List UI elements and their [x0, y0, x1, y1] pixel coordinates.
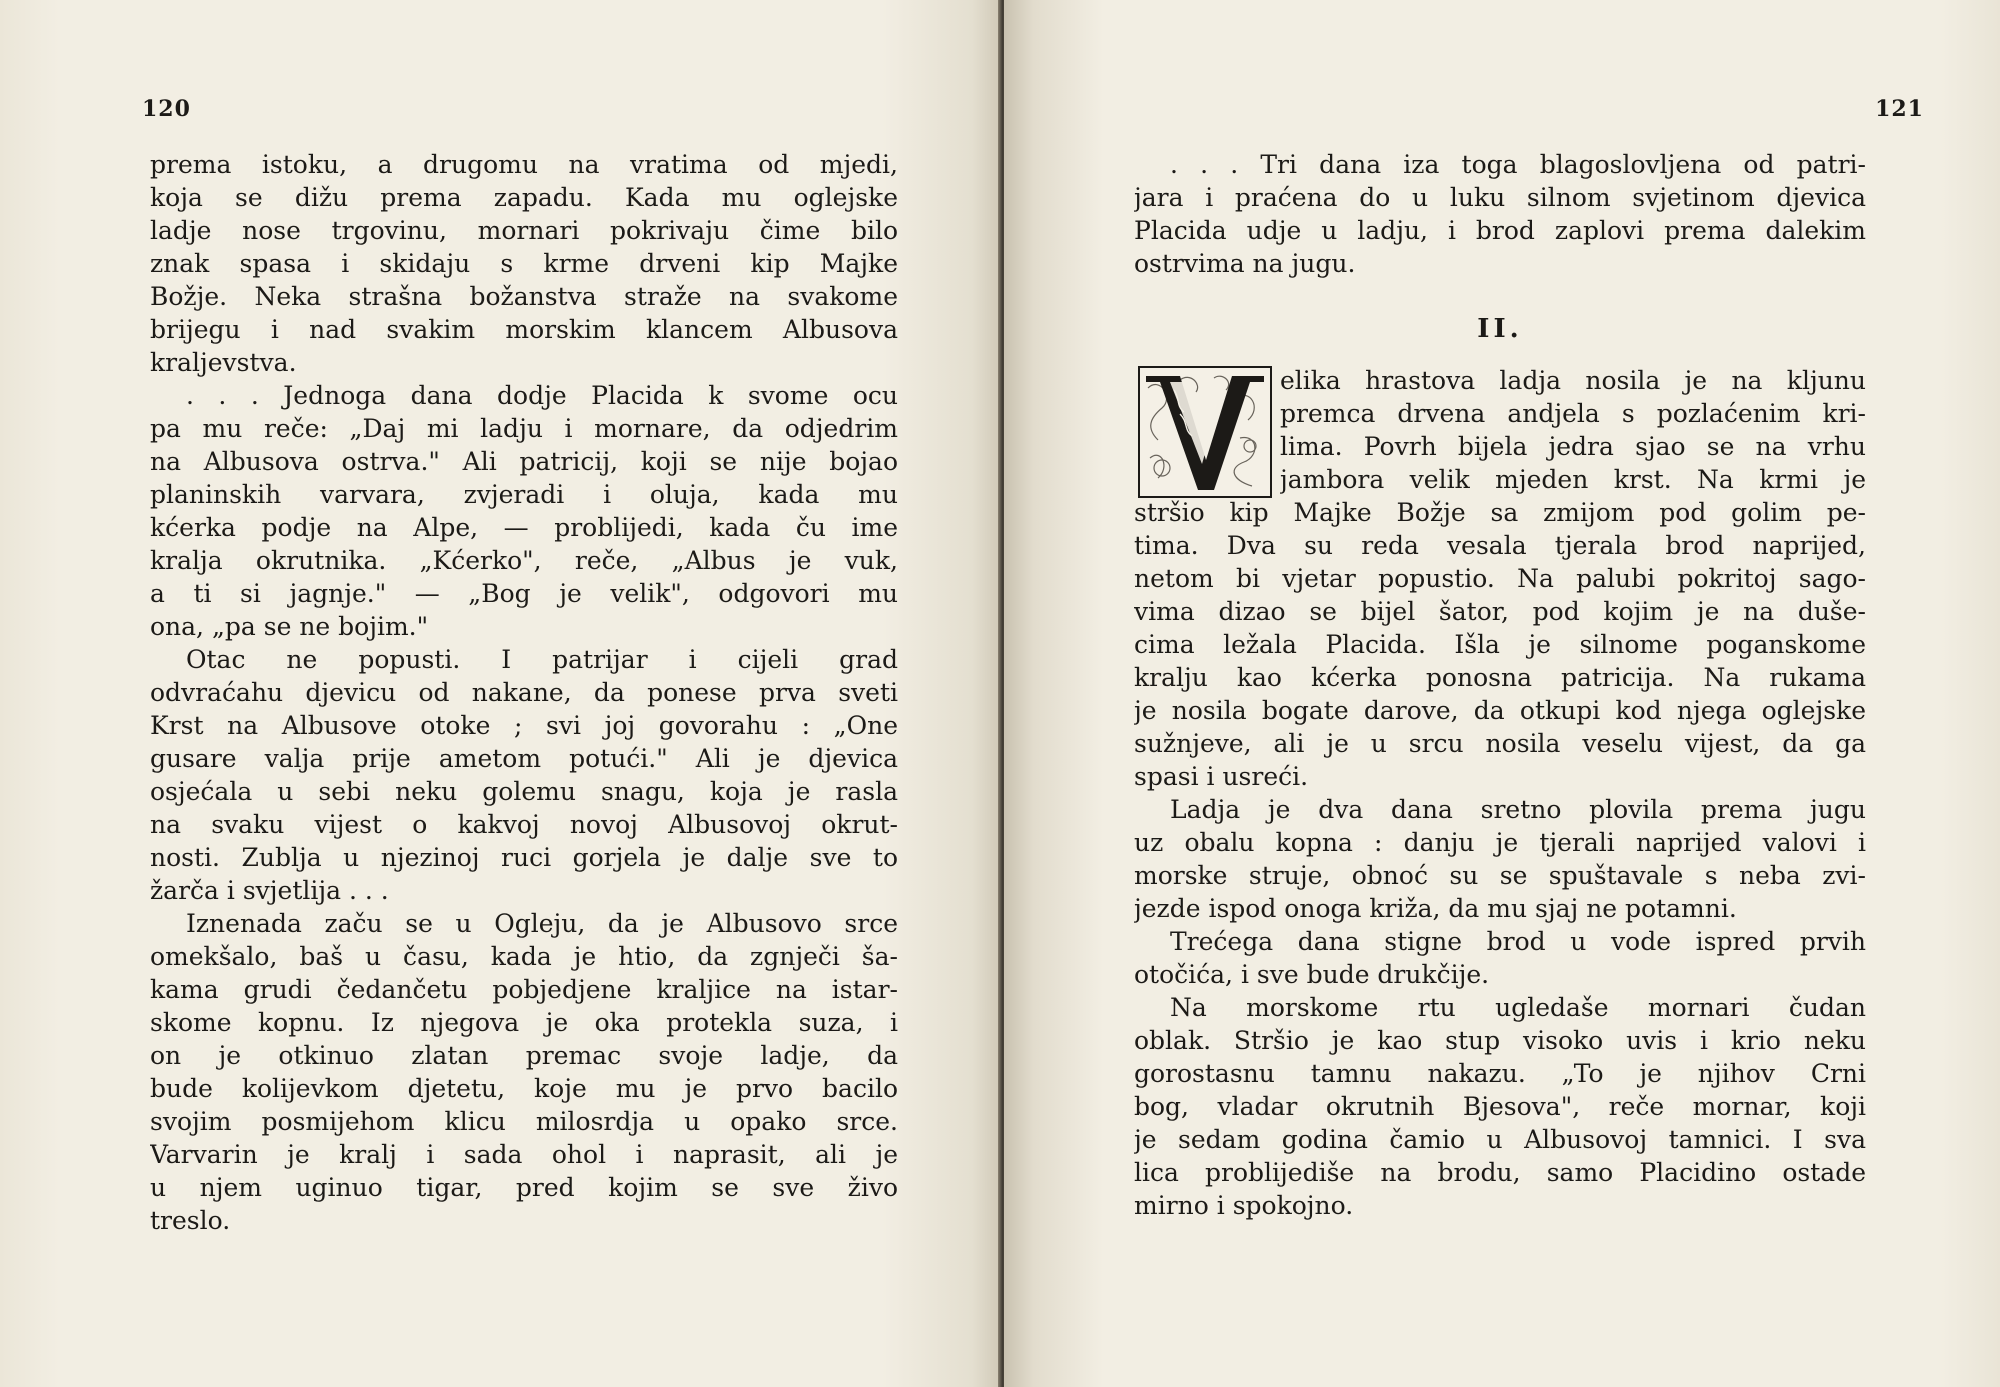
text-line: sužnjeve, ali je u srcu nosila veselu vijest, da ga	[1134, 729, 1866, 758]
text-line: on je otkinuo zlatan premac svoje ladje, da	[150, 1041, 898, 1070]
page-number-right: 121	[1875, 96, 1924, 122]
text-line: jara i praćena do u luku silnom svjetinom djevica	[1134, 183, 1866, 212]
text-line: bude kolijevkom djetetu, koje mu je prvo bacilo	[150, 1074, 898, 1103]
text-line: omekšalo, baš u času, kada je htio, da zgnječi ša-	[150, 942, 898, 971]
text-line: ladje nose trgovinu, mornari pokrivaju čime bilo	[150, 216, 898, 245]
text-line: . . . Jednoga dana dodje Placida k svome ocu	[186, 381, 898, 410]
text-line: jambora velik mjeden krst. Na krmi je	[1280, 465, 1866, 494]
text-line: gorostasnu tamnu nakazu. „To je njihov Crni	[1134, 1059, 1866, 1088]
text-line: na Albusova ostrva." Ali patricij, koji se nije bojao	[150, 447, 898, 476]
right-page	[1004, 0, 2000, 1387]
text-line: Otac ne popusti. I patrijar i cijeli grad	[186, 645, 898, 674]
left-page-text	[150, 148, 898, 1237]
text-line: Na morskome rtu ugledaše mornari čudan	[1170, 993, 1866, 1022]
text-line: skome kopnu. Iz njegova je oka protekla suza, i	[150, 1008, 898, 1037]
right-body-text	[1134, 496, 1866, 1222]
decorated-initial-v-icon	[1138, 366, 1272, 498]
text-line: kralju kao kćerka ponosna patricija. Na rukama	[1134, 663, 1866, 692]
text-line: ona, „pa se ne bojim."	[150, 612, 429, 641]
text-line: cima ležala Placida. Išla je silnome poganskome	[1134, 630, 1866, 659]
page-number-left: 120	[142, 96, 191, 122]
text-line: je sedam godina čamio u Albusovoj tamnici. I sva	[1134, 1125, 1866, 1154]
text-line: treslo.	[150, 1206, 231, 1235]
text-line: morske struje, obnoć su se spuštavale s neba zvi-	[1134, 861, 1866, 890]
text-line: odvraćahu djevicu od nakane, da ponese prva sveti	[150, 678, 898, 707]
text-line: gusare valja prije ametom potući." Ali je djevica	[150, 744, 898, 773]
text-line: ostrvima na jugu.	[1134, 249, 1356, 278]
text-line: znak spasa i skidaju s krme drveni kip Majke	[150, 249, 898, 278]
text-line: na svaku vijest o kakvoj novoj Albusovoj okrut-	[150, 810, 898, 839]
text-line: prema istoku, a drugomu na vratima od mjedi,	[150, 150, 898, 179]
text-line: premca drvena andjela s pozlaćenim kri-	[1280, 399, 1866, 428]
text-line: pa mu reče: „Daj mi ladju i mornare, da odjedrim	[150, 414, 898, 443]
text-line: Placida udje u ladju, i brod zaplovi prema dalekim	[1134, 216, 1866, 245]
text-line: osjećala u sebi neku golemu snagu, koja je rasla	[150, 777, 898, 806]
text-line: mirno i spokojno.	[1134, 1191, 1354, 1220]
text-line: bog, vladar okrutnih Bjesova", reče mornar, koji	[1134, 1092, 1866, 1121]
text-line: lima. Povrh bijela jedra sjao se na vrhu	[1280, 432, 1866, 461]
text-line: oblak. Stršio je kao stup visoko uvis i krio neku	[1134, 1026, 1866, 1055]
text-line: u njem uginuo tigar, pred kojim se sve živo	[150, 1173, 898, 1202]
text-line: otočića, i sve bude drukčije.	[1134, 960, 1490, 989]
text-line: stršio kip Majke Božje sa zmijom pod golim pe-	[1134, 498, 1866, 527]
text-line: Varvarin je kralj i sada ohol i naprasit, ali je	[150, 1140, 898, 1169]
text-line: Božje. Neka strašna božanstva straže na svakome	[150, 282, 898, 311]
text-line: vima dizao se bijel šator, pod kojim je na duše-	[1134, 597, 1866, 626]
opening-paragraph	[1134, 148, 1866, 280]
text-line: kraljevstva.	[150, 348, 297, 377]
text-line: Ladja je dva dana sretno plovila prema jugu	[1170, 795, 1866, 824]
text-line: Trećega dana stigne brod u vode ispred prvih	[1170, 927, 1866, 956]
text-line: brijegu i nad svakim morskim klancem Albusova	[150, 315, 898, 344]
text-line: Iznenada začu se u Ogleju, da je Albusovo srce	[186, 909, 898, 938]
text-line: planinskih varvara, zvjeradi i oluja, kada mu	[150, 480, 898, 509]
drop-initial-paragraph	[1134, 364, 1866, 496]
text-line: je nosila bogate darove, da otkupi kod njega oglejske	[1134, 696, 1866, 725]
text-line: lica problijediše na brodu, samo Placidino ostade	[1134, 1158, 1866, 1187]
text-line: žarča i svjetlija . . .	[150, 876, 389, 905]
text-line: . . . Tri dana iza toga blagoslovljena od patri-	[1170, 150, 1866, 179]
text-line: tima. Dva su reda vesala tjerala brod naprijed,	[1134, 531, 1866, 560]
right-page-text	[1134, 148, 1866, 1222]
section-heading: II.	[1477, 314, 1523, 344]
text-line: elika hrastova ladja nosila je na kljunu	[1280, 366, 1866, 395]
text-line: koja se dižu prema zapadu. Kada mu oglejske	[150, 183, 898, 212]
text-line: spasi i usreći.	[1134, 762, 1309, 791]
text-line: kćerka podje na Alpe, — problijedi, kada ču ime	[150, 513, 898, 542]
text-line: uz obalu kopna : danju je tjerali naprijed valovi i	[1134, 828, 1866, 857]
text-line: kama grudi čedančetu pobjedjene kraljice na istar-	[150, 975, 898, 1004]
text-line: nosti. Zublja u njezinoj ruci gorjela je dalje sve to	[150, 843, 898, 872]
text-line: jezde ispod onoga križa, da mu sjaj ne potamni.	[1134, 894, 1737, 923]
text-line: svojim posmijehom klicu milosrdja u opako srce.	[150, 1107, 898, 1136]
text-line: a ti si jagnje." — „Bog je velik", odgovori mu	[150, 579, 898, 608]
text-line: netom bi vjetar popustio. Na palubi pokritoj sago-	[1134, 564, 1866, 593]
text-line: kralja okrutnika. „Kćerko", reče, „Albus je vuk,	[150, 546, 898, 575]
text-line: Krst na Albusove otoke ; svi joj govorahu : „One	[150, 711, 898, 740]
